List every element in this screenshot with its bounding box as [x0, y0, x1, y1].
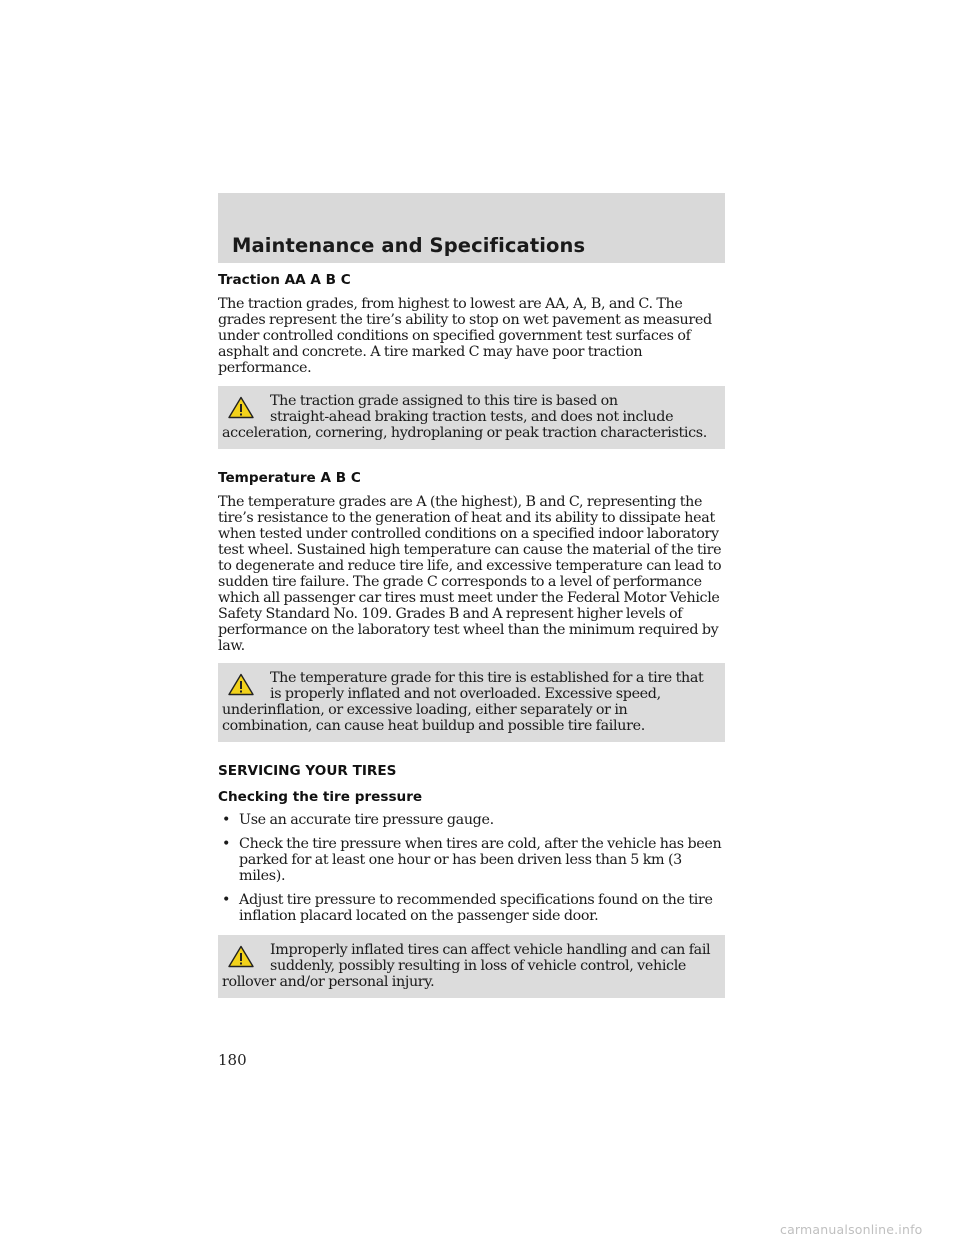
section-title: Maintenance and Specifications — [232, 234, 586, 257]
warning-icon — [228, 945, 254, 968]
footer-watermark[interactable]: carmanualsonline.info — [780, 1222, 923, 1237]
tire-pressure-list — [218, 812, 725, 924]
list-item: • Use an accurate tire pressure gauge. — [222, 812, 494, 828]
warning-icon — [228, 673, 254, 696]
traction-heading: Traction AA A B C — [218, 272, 351, 288]
list-item: • Adjust tire pressure to recommended specifications found on the tire inflation placard located on the passenger side door. — [222, 892, 713, 924]
temperature-warning-box: The temperature grade for this tire is established for a tire that is properly inflated and not overloaded. Excessive speed, underinflation, or excessive loading, either separately or in combination, can cause heat buildup and possible tire failure. — [218, 663, 725, 742]
tire-pressure-subheading: Checking the tire pressure — [218, 789, 423, 805]
page-number: 180 — [218, 1051, 247, 1069]
manual-page — [218, 193, 725, 998]
page-content — [218, 272, 725, 998]
warning-icon — [228, 396, 254, 419]
list-item: • Check the tire pressure when tires are cold, after the vehicle has been parked for at least one hour or has been driven less than 5 km (3 miles). — [222, 836, 722, 884]
temperature-heading: Temperature A B C — [218, 470, 361, 486]
servicing-heading: SERVICING YOUR TIRES — [218, 763, 397, 779]
temperature-paragraph: The temperature grades are A (the highest), B and C, representing the tire’s resistance to the generation of heat and its ability to dissipate heat when tested under controlled conditions on a specified indoor laboratory test wheel. Sustained high temperature can cause the material of the tire to degenerate and reduce tire life, and excessive temperature can lead to sudden tire failure. The grade C corresponds to a level of performance which all passenger car tires must meet under the Federal Motor Vehicle Safety Standard No. 109. Grades B and A represent higher levels of performance on the laboratory test wheel than the minimum required by law. — [218, 494, 722, 654]
tire-pressure-warning-box: Improperly inflated tires can affect vehicle handling and can fail suddenly, possibly resulting in loss of vehicle control, vehicle rollover and/or personal injury. — [218, 935, 725, 998]
traction-paragraph: The traction grades, from highest to lowest are AA, A, B, and C. The grades represent the tire’s ability to stop on wet pavement as measured under controlled conditions on specified government test surfaces of asphalt and concrete. A tire marked C may have poor traction performance. — [218, 296, 712, 376]
section-header-band — [218, 193, 725, 263]
traction-warning-box: The traction grade assigned to this tire is based on straight-ahead braking traction tests, and does not include acceleration, cornering, hydroplaning or peak traction characteristics. — [218, 386, 725, 449]
